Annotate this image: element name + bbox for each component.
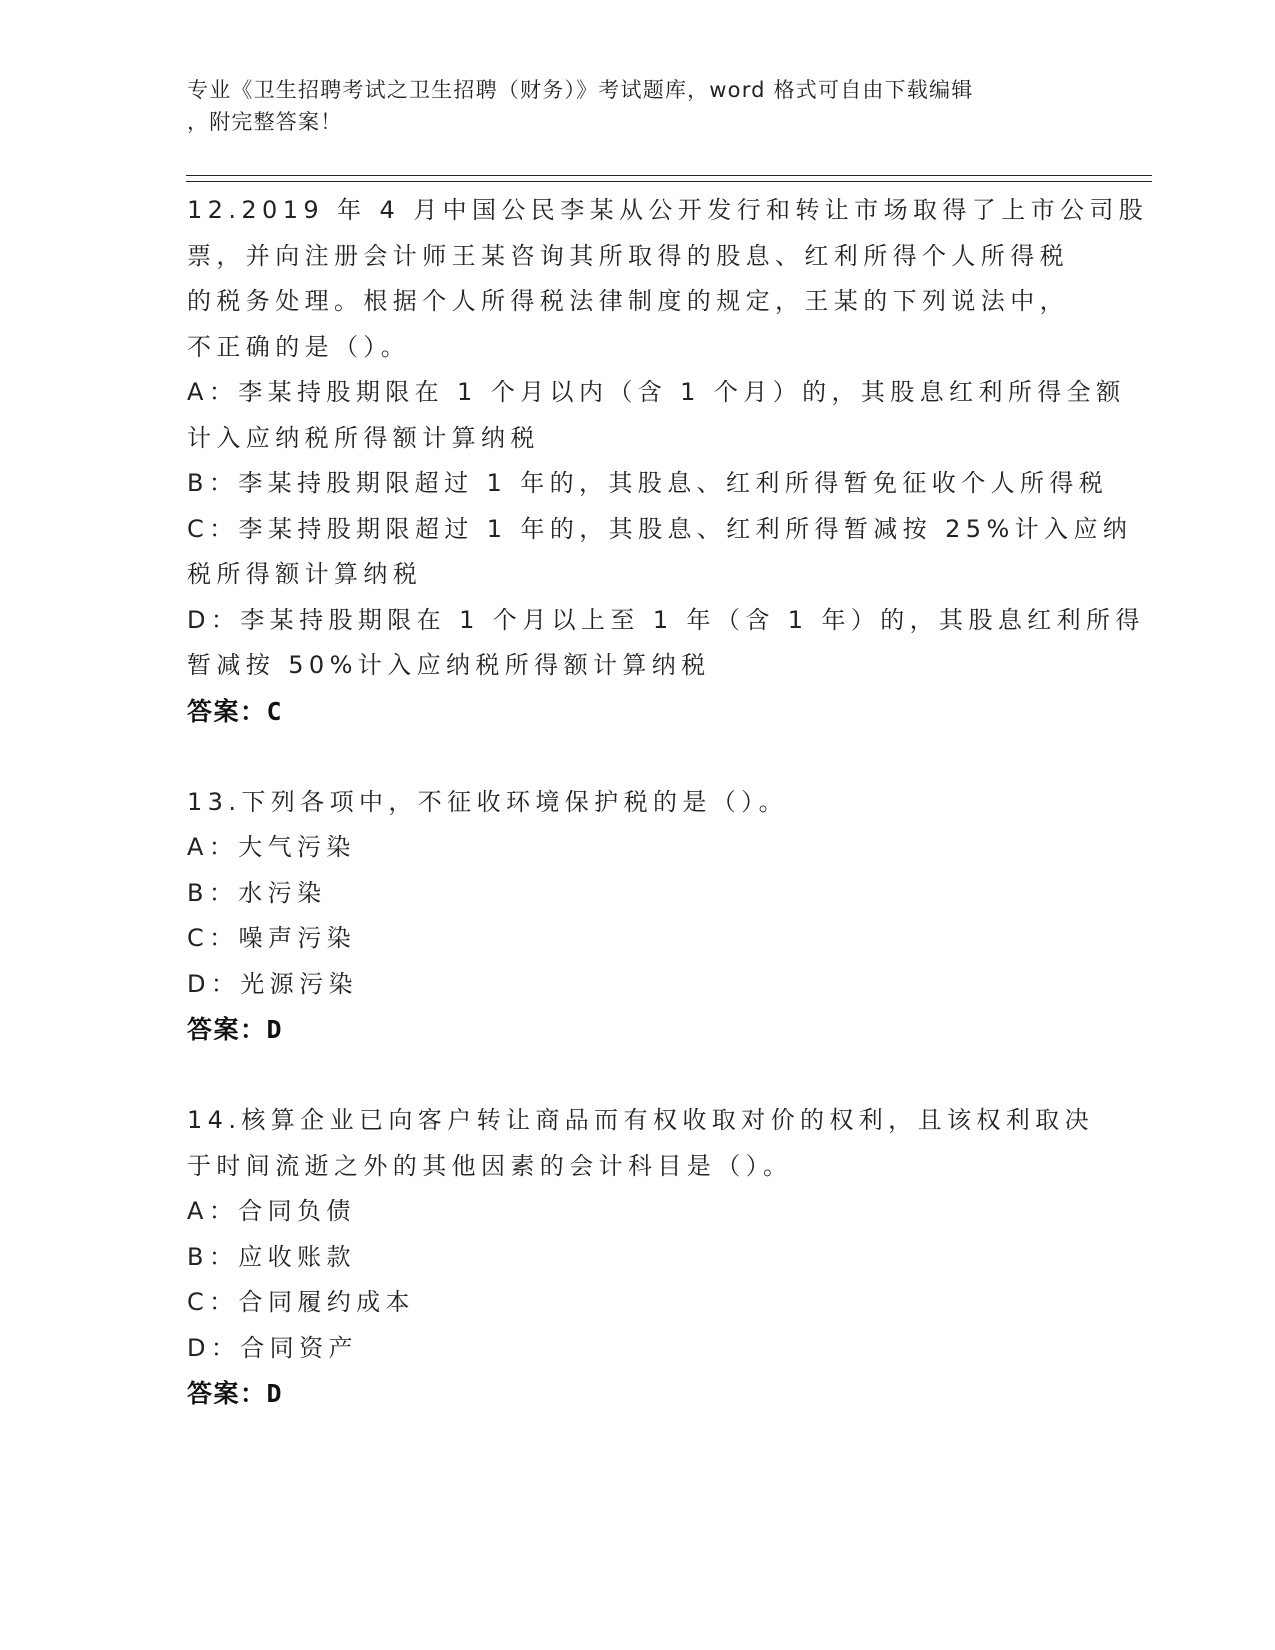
answer-value: D bbox=[266, 1015, 284, 1044]
question-stem-line: 12.2019 年 4 月中国公民李某从公开发行和转让市场取得了上市公司股 bbox=[187, 196, 1149, 224]
option-line: D：李某持股期限在 1 个月以上至 1 年（含 1 年）的，其股息红利所得 bbox=[187, 605, 1145, 634]
option-d bbox=[187, 1326, 1087, 1372]
header-divider-top bbox=[186, 175, 1152, 176]
question-stem-line: 13.下列各项中，不征收环境保护税的是（）。 bbox=[187, 787, 788, 816]
option-line: 暂减按 50%计入应纳税所得额计算纳税 bbox=[187, 651, 711, 679]
question-12 bbox=[187, 188, 1149, 734]
question-stem-line: 票，并向注册会计师王某咨询其所取得的股息、红利所得个人所得税 bbox=[187, 241, 1069, 270]
answer-label: 答案： bbox=[187, 696, 267, 726]
document-header bbox=[187, 74, 1067, 138]
option-line: D：光源污染 bbox=[187, 969, 358, 998]
option-line: 税所得额计算纳税 bbox=[187, 560, 423, 588]
option-a bbox=[187, 370, 1126, 461]
option-line: B：应收账款 bbox=[187, 1242, 356, 1271]
answer-line bbox=[187, 1371, 1087, 1417]
option-line: 计入应纳税所得额计算纳税 bbox=[187, 423, 540, 452]
option-line: B：李某持股期限超过 1 年的，其股息、红利所得暂免征收个人所得税 bbox=[187, 469, 1109, 497]
answer-value: C bbox=[266, 696, 284, 726]
question-spacer bbox=[187, 1053, 1087, 1099]
option-d bbox=[187, 598, 1145, 689]
option-line: C：噪声污染 bbox=[187, 924, 357, 952]
option-line: C：合同履约成本 bbox=[187, 1288, 415, 1316]
question-stem-line: 14.核算企业已向客户转让商品而有权收取对价的权利，且该权利取决 bbox=[187, 1106, 1094, 1134]
option-b bbox=[187, 1235, 1087, 1281]
option-c bbox=[187, 916, 1087, 962]
option-line: D：合同资产 bbox=[187, 1333, 358, 1362]
option-b bbox=[187, 871, 1087, 917]
answer-label: 答案： bbox=[187, 1015, 267, 1044]
question-stem-line: 不正确的是（）。 bbox=[187, 332, 411, 361]
option-line: A：合同负债 bbox=[187, 1197, 356, 1225]
option-c bbox=[187, 1280, 1087, 1326]
option-line: A：大气污染 bbox=[187, 833, 356, 861]
header-line-2: ，附完整答案！ bbox=[187, 110, 343, 134]
question-stem-line: 于时间流逝之外的其他因素的会计科目是（）。 bbox=[187, 1151, 793, 1180]
header-divider-bottom bbox=[186, 181, 1152, 182]
option-line: C：李某持股期限超过 1 年的，其股息、红利所得暂减按 25%计入应纳 bbox=[187, 514, 1133, 543]
question-list bbox=[187, 188, 1149, 1417]
option-d bbox=[187, 962, 1087, 1008]
question-14 bbox=[187, 1098, 1094, 1417]
option-c bbox=[187, 507, 1133, 598]
option-line: A：李某持股期限在 1 个月以内（含 1 个月）的，其股息红利所得全额 bbox=[187, 378, 1126, 406]
option-line: B：水污染 bbox=[187, 878, 327, 907]
question-13 bbox=[187, 780, 1087, 1053]
answer-value: D bbox=[266, 1379, 284, 1408]
answer-label: 答案： bbox=[187, 1379, 267, 1408]
answer-line bbox=[187, 1007, 1087, 1053]
header-line-1: 专业《卫生招聘考试之卫生招聘（财务）》考试题库，word 格式可自由下载编辑 bbox=[187, 78, 974, 102]
question-stem-line: 的税务处理。根据个人所得税法律制度的规定，王某的下列说法中， bbox=[187, 287, 1069, 315]
question-spacer bbox=[187, 734, 1087, 780]
option-a bbox=[187, 1189, 1087, 1235]
option-a bbox=[187, 825, 1087, 871]
answer-line bbox=[187, 689, 1087, 735]
option-b bbox=[187, 461, 1109, 507]
